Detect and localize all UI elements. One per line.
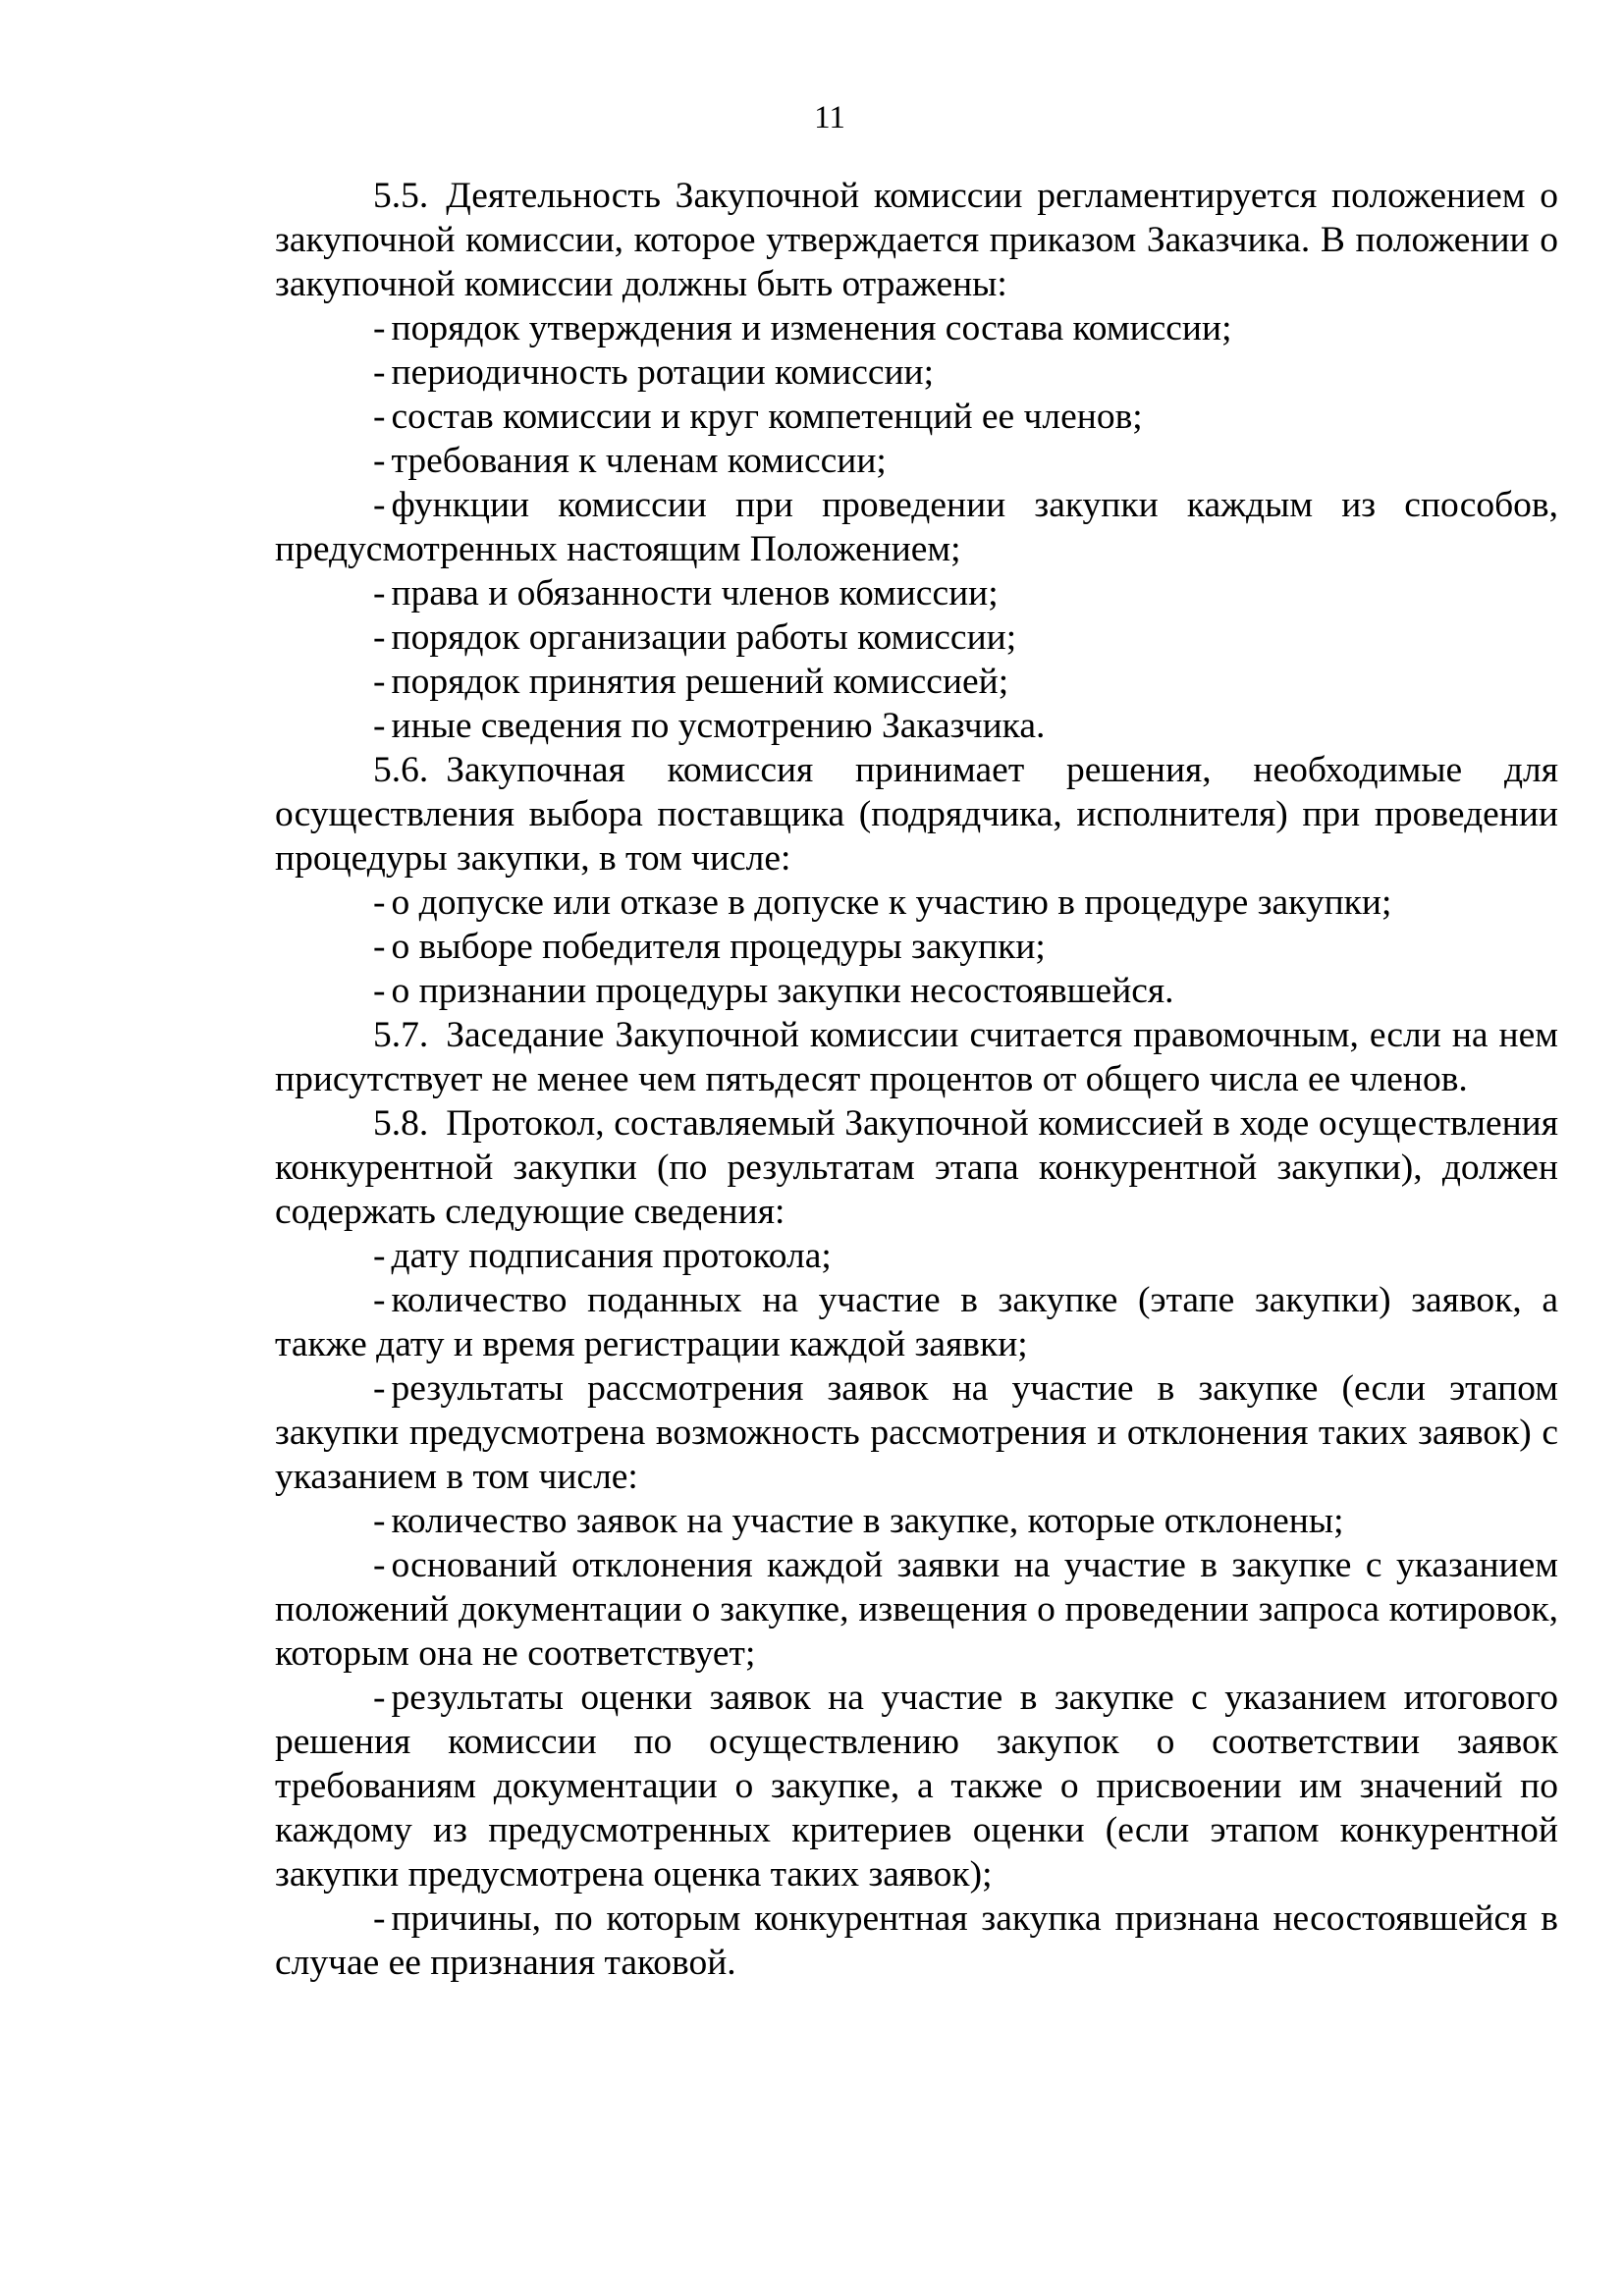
paragraph-text: иные сведения по усмотрению Заказчика. [391,706,1046,746]
list-dash: - [373,1236,386,1276]
paragraph-text: количество заявок на участие в закупке, которые отклонены; [391,1501,1344,1541]
list-dash: - [373,927,386,967]
paragraph-text: дату подписания протокола; [391,1236,832,1276]
list-dash: - [373,441,386,481]
list-dash: - [373,1501,386,1541]
list-dash: - [373,308,386,348]
paragraph-text: Заседание Закупочной комиссии считается правомочным, если на нем присутствует не менее чем пятьдесят процентов от общего числа ее членов. [275,1015,1558,1099]
list-item [275,571,1558,615]
section-paragraph [275,1013,1558,1101]
section-paragraph [275,1101,1558,1234]
list-dash: - [373,706,386,746]
section-paragraph [275,748,1558,881]
list-item [275,704,1558,748]
paragraph-text: Протокол, составляемый Закупочной комиссией в ходе осуществления конкурентной закупки (по результатам этапа конкурентной закупки), должен содержать следующие сведения: [275,1103,1558,1232]
list-dash: - [373,573,386,614]
paragraph-text: оснований отклонения каждой заявки на участие в закупке с указанием положений документации о закупке, извещения о проведении запроса котировок, которым она не соответствует; [275,1545,1558,1674]
list-item [275,925,1558,969]
list-dash: - [373,1545,386,1585]
list-dash: - [373,397,386,437]
paragraph-text: результаты рассмотрения заявок на участие в закупке (если этапом закупки предусмотрена возможность рассмотрения и отклонения таких заявок) с указанием в том числе: [275,1368,1558,1497]
paragraph-text: причины, по которым конкурентная закупка признана несостоявшейся в случае ее признания таковой. [275,1898,1558,1983]
list-dash: - [373,617,386,658]
list-dash: - [373,1368,386,1409]
list-item [275,483,1558,571]
list-item [275,1366,1558,1499]
paragraph-text: порядок принятия решений комиссией; [391,662,1009,702]
list-item [275,660,1558,704]
paragraph-text: состав комиссии и круг компетенций ее членов; [391,397,1143,437]
document-body [275,174,1558,1985]
section-paragraph [275,174,1558,306]
list-item [275,395,1558,439]
list-item [275,350,1558,395]
list-dash: - [373,1280,386,1320]
list-dash: - [373,485,386,525]
paragraph-text: Деятельность Закупочной комиссии регламентируется положением о закупочной комиссии, которое утверждается приказом Заказчика. В положении о закупочной комиссии должны быть отражены: [275,176,1558,304]
page-number [0,98,1624,137]
list-item [275,306,1558,350]
list-dash: - [373,882,386,923]
section-number: 5.5. [373,176,429,216]
paragraph-text: права и обязанности членов комиссии; [391,573,999,614]
paragraph-text: порядок организации работы комиссии; [391,617,1017,658]
list-dash: - [373,1678,386,1718]
list-item [275,1543,1558,1676]
page-number-text: 11 [814,100,845,135]
list-dash: - [373,352,386,393]
paragraph-text: о признании процедуры закупки несостоявшейся. [391,971,1174,1011]
list-item [275,881,1558,925]
list-item [275,439,1558,483]
list-item [275,615,1558,660]
list-dash: - [373,662,386,702]
list-dash: - [373,971,386,1011]
paragraph-text: порядок утверждения и изменения состава комиссии; [391,308,1232,348]
paragraph-text: периодичность ротации комиссии; [391,352,935,393]
section-number: 5.7. [373,1015,429,1055]
list-item [275,1499,1558,1543]
list-item [275,1234,1558,1278]
section-number: 5.8. [373,1103,429,1144]
paragraph-text: Закупочная комиссия принимает решения, необходимые для осуществления выбора поставщика (подрядчика, исполнителя) при проведении процедуры закупки, в том числе: [275,750,1558,879]
list-item [275,1896,1558,1985]
paragraph-text: результаты оценки заявок на участие в закупке с указанием итогового решения комиссии по осуществлению закупок о соответствии заявок требованиям документации о закупке, а также о присвоении им значений по каждому из предусмотренных критериев оценки (если этапом конкурентной закупки предусмотрена оценка таких заявок); [275,1678,1558,1895]
paragraph-text: о допуске или отказе в допуске к участию в процедуре закупки; [391,882,1392,923]
list-item [275,1676,1558,1896]
list-dash: - [373,1898,386,1939]
paragraph-text: о выборе победителя процедуры закупки; [391,927,1046,967]
paragraph-text: функции комиссии при проведении закупки каждым из способов, предусмотренных настоящим Положением; [275,485,1558,569]
list-item [275,1278,1558,1366]
list-item [275,969,1558,1013]
paragraph-text: требования к членам комиссии; [391,441,887,481]
section-number: 5.6. [373,750,429,790]
paragraph-text: количество поданных на участие в закупке (этапе закупки) заявок, а также дату и время регистрации каждой заявки; [275,1280,1558,1364]
